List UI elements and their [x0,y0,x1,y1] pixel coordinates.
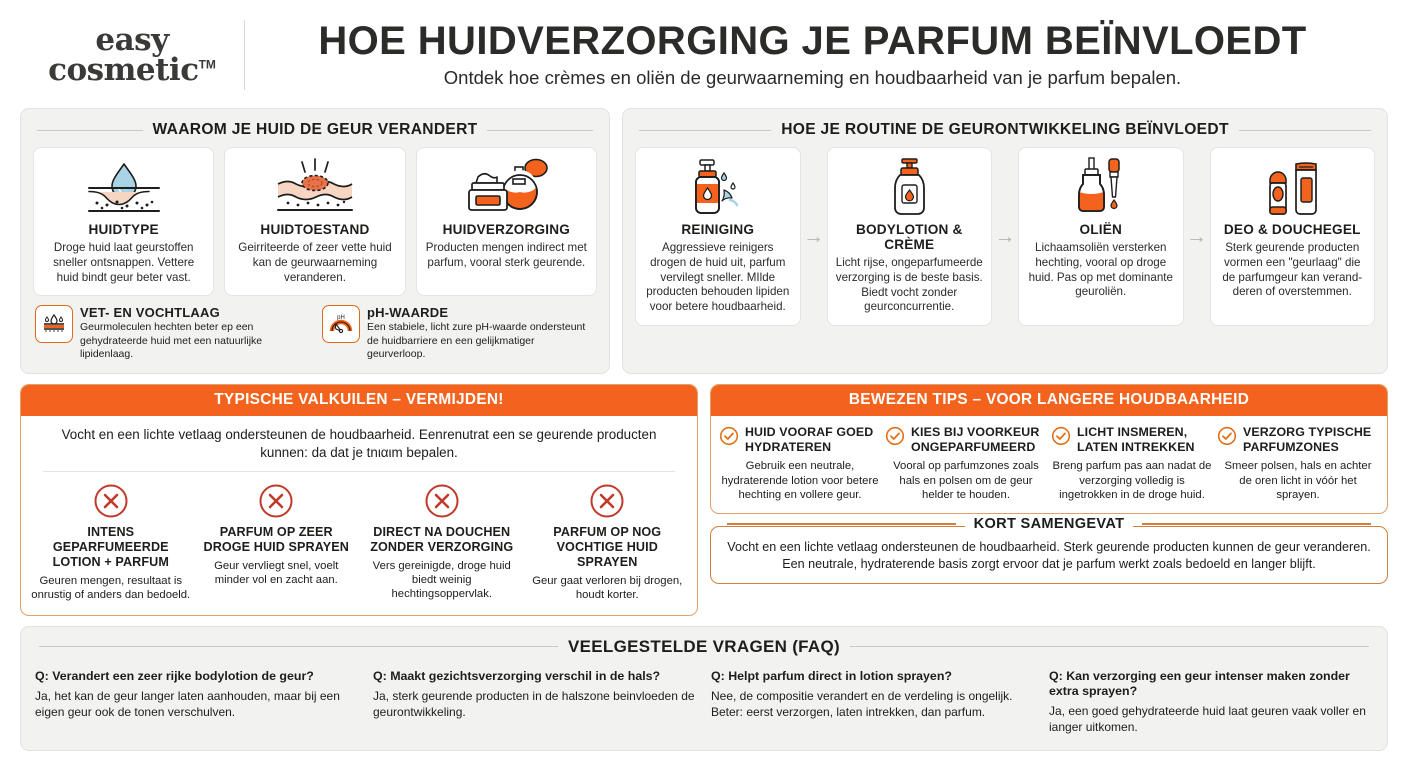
flow-arrow-icon: → [994,225,1016,249]
rule-right [1239,130,1371,131]
tip-body: Breng parfum pas aan nadat de verzorging volledig is ingetrokken in de droge huid. [1052,460,1212,501]
skin-card-body: Geirriteerde of zeer vette huid kan de geurwaarneming veranderen. [238,241,392,284]
flow-arrow-icon: → [1186,225,1207,249]
routine-step-body: Lichaamsoliën versterken hechting, vooral op droge huid. Pas op met dominante geuroliën. [1028,241,1173,299]
oil-dropper-icon [1061,156,1141,218]
routine-step-title: REINIGING [681,222,755,237]
routine-step-bodylotion[interactable] [827,147,993,326]
faq-items [35,665,1373,736]
faq-item[interactable] [373,669,697,736]
check-circle-icon [1051,426,1071,446]
cross-circle-icon [257,482,295,520]
tips-panel-title: BEWEZEN TIPS – VOOR LANGERE HOUDBAARHEID [711,385,1387,416]
faq-panel [20,626,1388,751]
skin-card-huidtype[interactable] [33,147,214,296]
tip-title: HUID VOORAF GOED HYDRATEREN [745,425,874,454]
header-divider [244,20,245,90]
check-circle-icon [1217,426,1237,446]
faq-item[interactable] [35,669,359,736]
skin-card-title: HUIDTOESTAND [260,222,370,237]
tip-body: Smeer polsen, hals en achter de oren licht in vóór het sprayen. [1224,460,1372,501]
cream-jar-perfume-icon [458,156,554,218]
brand-logo-line2 [48,52,216,88]
rule-left [39,646,558,647]
tip-heading [885,425,1047,454]
tip-heading [1217,425,1379,454]
rule-left [639,130,771,131]
pitfalls-panel [20,384,698,615]
mini-fact-ph-value[interactable] [322,305,595,361]
header-titles [267,18,1388,90]
routine-panel-title: HOE JE ROUTINE DE GEURONTWIKKELING BEÏNVLOEDT [781,121,1229,138]
mini-fact-text [367,305,595,361]
page-subtitle: Ontdek hoe crèmes en oliën de geurwaarneming en houdbaarheid van je parfum bepalen. [443,67,1182,89]
pitfall-title: INTENS GEPARFUMEERDE LOTION + PARFUM [52,525,169,570]
faq-answer: Ja, een goed gehydrateerde huid laat geuren vaak voller en ianger uitkomen. [1049,703,1366,734]
cross-circle-icon [423,482,461,520]
pitfall-title: PARFUM OP NOG VOCHTIGE HUID SPRAYEN [553,525,662,570]
faq-question: Q: Maakt gezichtsverzorging verschil in de hals? [373,668,661,683]
routine-step-olien[interactable] [1018,147,1184,326]
faq-answer: Ja, het kan de geur langer laten aanhouden, maar bij een eigen geur ook de tonen verschulven. [35,688,340,719]
skin-panel-header [33,119,597,147]
pitfall-title: DIRECT NA DOUCHEN ZONDER VERZORGING [370,525,514,555]
routine-panel [622,108,1388,374]
summary-title: KORT SAMENGEVAT [965,516,1134,532]
routine-step-title: OLIËN [1079,222,1123,237]
svg-text:pH: pH [337,315,345,322]
tips-panel [710,384,1388,514]
skin-card-huidverzorging[interactable] [416,147,597,296]
tip-heading [719,425,881,454]
mini-fact-title: pH-WAARDE [367,305,449,321]
flow-arrow-icon: → [803,225,824,249]
summary-caption [711,516,1387,532]
tip-title: KIES BIJ VOORKEUR ONGEPARFUMEERD [911,425,1040,454]
skin-droplet-icon [81,156,167,218]
skin-cards [33,147,597,296]
pitfall-item[interactable] [362,482,522,603]
faq-item[interactable] [711,669,1035,736]
mini-fact-lipid-layer[interactable] [35,305,308,361]
routine-step-title: DEO & DOUCHEGEL [1223,222,1361,237]
pitfall-item[interactable] [31,482,191,603]
routine-step-reiniging[interactable] [635,147,801,326]
routine-flow [635,147,1375,326]
check-circle-icon [719,426,739,446]
pitfall-body: Geuren mengen, resultaat is onrustig of anders dan bedoeld. [31,575,191,602]
summary-body: Vocht en een lichte vetlaag ondersteunen de houdbaarheid. Sterk geurende producten kunnen de geur veranderen. Een neutrale, hydraterende basis zorgt ervoor dat je parfum werkt zoals bedoeld en langer blijft. [727,540,1371,572]
skin-panel-title: WAAROM JE HUID DE GEUR VERANDERT [152,121,478,138]
faq-question: Q: Verandert een zeer rijke bodylotion de geur? [35,668,314,683]
pitfall-body: Geur gaat verloren bij drogen, houdt korter. [532,575,683,602]
skin-card-body: Producten mengen indirect met parfum, vooral sterk geurende. [425,241,587,269]
faq-answer: Ja, sterk geurende producten in de halszone beinvloeden de geurontwikkeling. [373,688,695,719]
cross-circle-icon [92,482,130,520]
mini-fact-title: VET- EN VOCHTLAAG [80,305,220,321]
rule-left [727,523,956,525]
tip-body: Gebruik een neutrale, hydraterende lotion voor betere hechting en vollere geur. [721,460,879,501]
routine-panel-header [635,119,1375,147]
routine-step-body: Aggressieve reinigers drogen de huid uit, parfum vervilegt sneller. MIlde producten behouden lipiden voor betere houdbaarheid. [646,241,790,314]
page-title: HOE HUIDVERZORGING JE PARFUM BEÏNVLOEDT [318,18,1307,63]
lipid-layer-icon [35,305,73,343]
tip-title: LICHT INSMEREN, LATEN INTREKKEN [1077,425,1195,454]
pitfall-body: Geur vervliegt snel, voelt minder vol en zacht aan. [214,560,339,587]
pitfall-item[interactable] [528,482,688,603]
pitfalls-panel-title: TYPISCHE VALKUILEN – VERMIJDEN! [21,385,697,416]
faq-panel-header [35,635,1373,665]
rule-right [850,646,1369,647]
pitfall-item[interactable] [197,482,357,603]
faq-panel-title: VEELGESTELDE VRAGEN (FAQ) [568,636,840,656]
tip-item[interactable] [719,425,881,502]
skin-panel [20,108,610,374]
tip-item[interactable] [1051,425,1213,502]
cross-circle-icon [588,482,626,520]
tips-and-summary-column [710,384,1388,615]
deo-shower-gel-icon [1252,156,1332,218]
lotion-pump-icon [869,156,949,218]
brand-logo-word: cosmetic [48,52,199,88]
mini-fact-body: Geurmoleculen hechten beter ep een gehydrateerde huid met een natuurlijke lipidenlaag. [80,321,263,360]
tip-item[interactable] [885,425,1047,502]
trademark-mark: TM [198,57,216,72]
routine-step-deo[interactable] [1210,147,1376,326]
pitfalls-intro: Vocht en een lichte vetlaag ondersteunen de houdbaarheid. Eenrenutrat een se geurende producten kunnen: da dat je tnιαιm bepalen. [61,427,657,461]
skin-card-title: HUIDTYPE [88,222,159,237]
brand-logo [20,21,238,88]
pitfall-body: Vers gereinigde, droge huid biedt weinig hechtingsoppervlak. [372,560,511,601]
mini-fact-text [80,305,308,361]
top-row [20,108,1388,374]
cleanser-bottle-icon [678,156,758,218]
routine-step-body: Licht rijse, ongeparfumeerde verzorging is de beste basis. Biedt vocht zonder geurconcurrentie. [835,256,983,314]
skin-card-huidtoestand[interactable] [224,147,405,296]
skin-mini-facts [33,305,597,361]
ph-gauge-icon [322,305,360,343]
tip-heading [1051,425,1213,454]
irritated-skin-icon [272,156,358,218]
pitfall-title: PARFUM OP ZEER DROGE HUID SPRAYEN [203,525,349,555]
skin-card-body: Droge huid laat geurstoffen sneller ontsnappen. Vettere huid bindt geur beter vast. [53,241,195,284]
brand-logo-line1: easy [95,21,169,58]
page-header [20,0,1388,108]
tips-items [711,416,1387,513]
tip-item[interactable] [1217,425,1379,502]
faq-item[interactable] [1049,669,1373,736]
rule-right [1142,523,1371,525]
pitfalls-items [21,472,697,615]
skin-card-title: HUIDVERZORGING [442,222,571,237]
faq-answer: Nee, de compositie verandert en de verdeling is ongelijk. Beter: eerst verzorgen, laten intrekken, dan parfum. [711,688,1013,719]
routine-step-body: Sterk geurende producten vormen een "geurlaag" die de parfumgeur kan verand-deren of overstemmen. [1222,241,1363,299]
mini-fact-body: Een stabiele, licht zure pH-waarde ondersteunt de huidbarriere en een gelijkmatiger geurverloop. [367,321,586,360]
middle-row [20,384,1388,615]
tip-body: Vooral op parfumzones zoals hals en polsen om de geur helder te houden. [893,460,1039,501]
summary-panel [710,516,1388,584]
faq-question: Q: Helpt parfum direct in lotion sprayen? [711,668,952,683]
faq-question: Q: Kan verzorging een geur intenser maken zonder extra sprayen? [1049,668,1350,698]
routine-step-title: BODYLOTION & CRÈME [855,222,963,252]
tip-title: VERZORG TYPISCHE PARFUMZONES [1243,425,1372,454]
rule-right [487,130,593,131]
check-circle-icon [885,426,905,446]
rule-left [37,130,143,131]
